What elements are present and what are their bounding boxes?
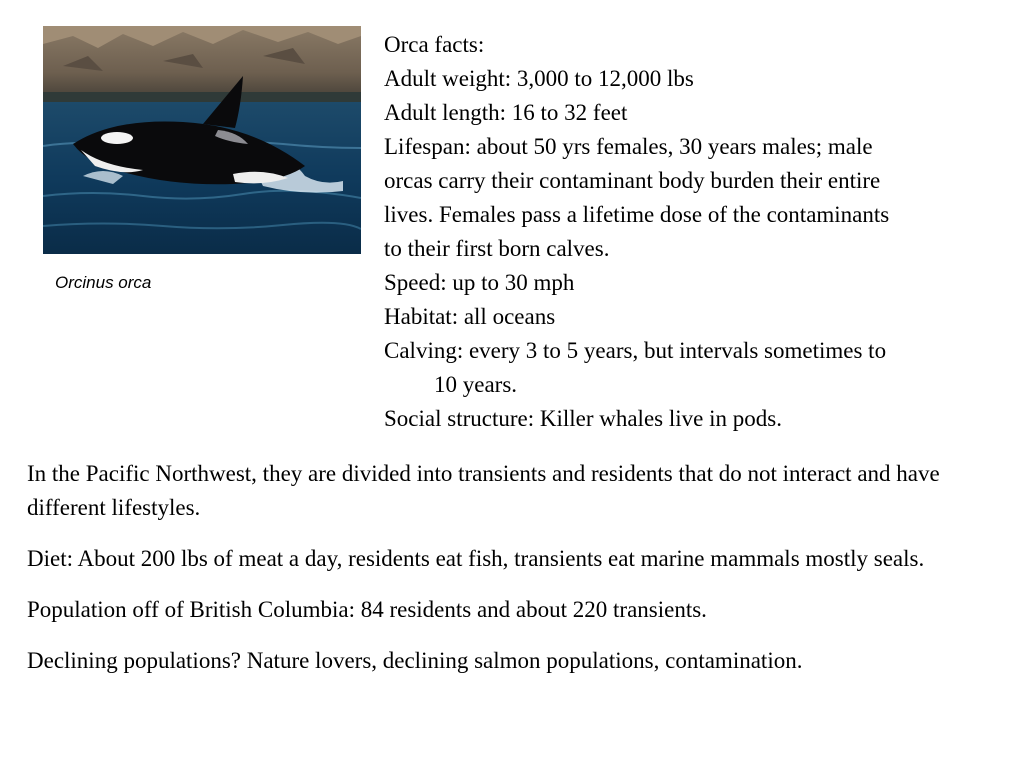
fact-length: Adult length: 16 to 32 feet [384,100,628,125]
paragraph-declining: Declining populations? Nature lovers, declining salmon populations, contamination. [27,648,803,673]
paragraph-pacific-northwest: In the Pacific Northwest, they are divided into transients and residents that do not interact and have different lifestyles. [27,461,940,520]
fact-lifespan-line: lives. Females pass a lifetime dose of the contaminants [384,202,890,227]
paragraph-diet: Diet: About 200 lbs of meat a day, residents eat fish, transients eat marine mammals mostly seals. [27,546,925,571]
fact-weight: Adult weight: 3,000 to 12,000 lbs [384,66,694,91]
facts-heading: Orca facts: [384,32,485,57]
photo-caption: Orcinus orca [55,273,152,292]
fact-social-structure: Social structure: Killer whales live in pods. [384,406,782,431]
fact-lifespan-line: Lifespan: about 50 yrs females, 30 years males; male [384,134,873,159]
orca-facts [384,28,1014,436]
fact-speed: Speed: up to 30 mph [384,270,575,295]
orca-illustration [43,26,361,254]
body-paragraphs [27,457,1012,695]
fact-calving-line: 10 years. [434,372,518,397]
fact-calving-line: Calving: every 3 to 5 years, but intervals sometimes to [384,338,887,363]
fact-habitat: Habitat: all oceans [384,304,556,329]
orca-photo [43,26,361,254]
fact-lifespan-line: to their first born calves. [384,236,610,261]
fact-lifespan-line: orcas carry their contaminant body burden their entire [384,168,881,193]
paragraph-population: Population off of British Columbia: 84 residents and about 220 transients. [27,597,707,622]
